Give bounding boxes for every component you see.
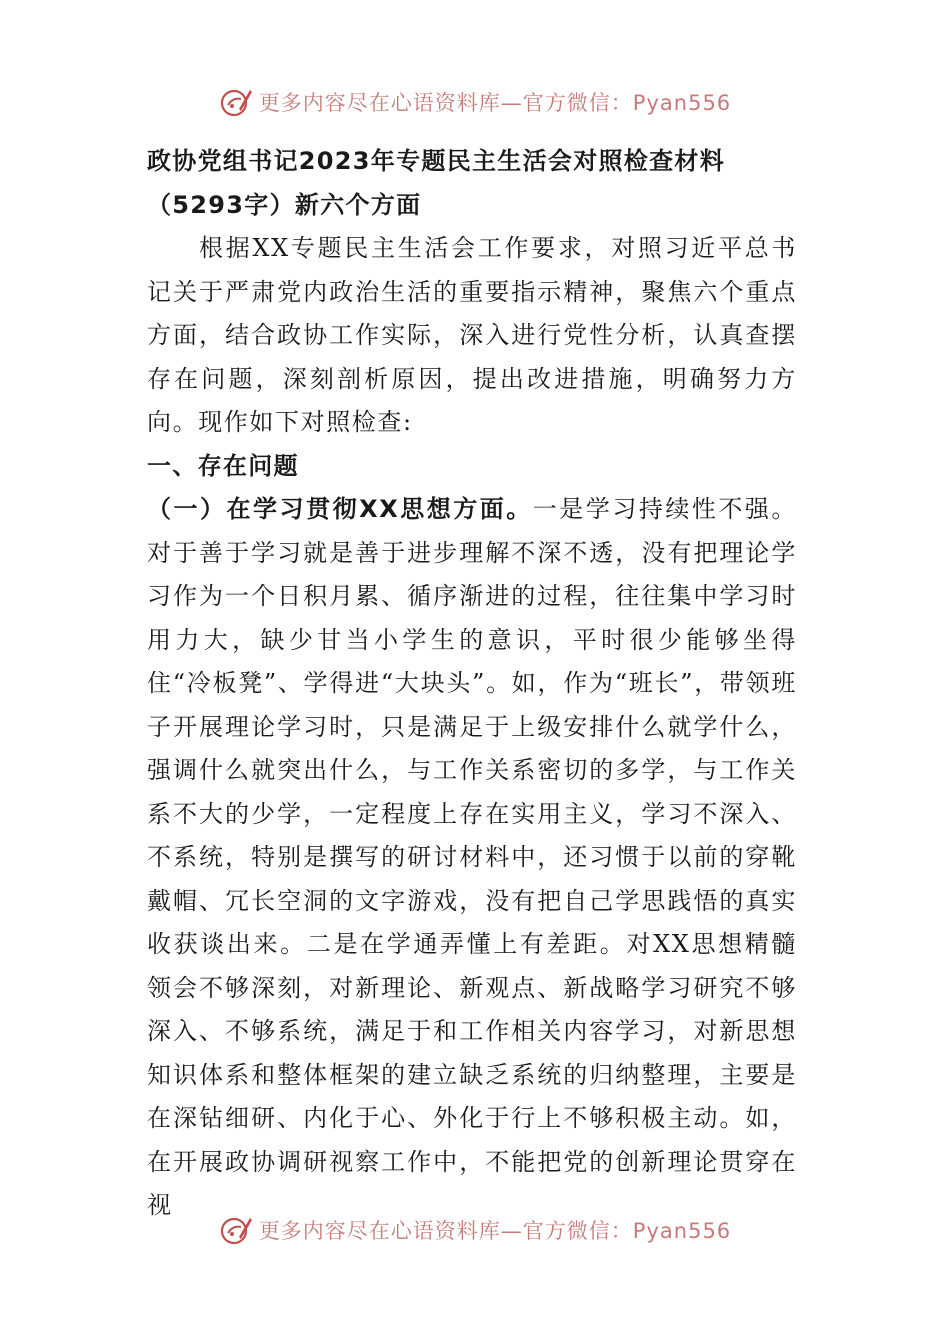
- section-heading: 一、存在问题: [147, 451, 299, 480]
- document-title: 政协党组书记2023年专题民主生活会对照检查材料（5293字）新六个方面: [147, 147, 725, 219]
- watermark-footer: [0, 1210, 950, 1250]
- watermark-text: 更多内容尽在心语资料库—官方微信：Pyan556: [258, 91, 732, 115]
- pen-logo-icon: [219, 85, 253, 119]
- watermark-text: 更多内容尽在心语资料库—官方微信：Pyan556: [258, 1219, 732, 1243]
- pen-logo-icon: [219, 1213, 253, 1247]
- item-lead: （一）在学习贯彻XX思想方面。: [147, 495, 533, 523]
- watermark-header: [0, 82, 950, 122]
- intro-paragraph: 根据XX专题民主生活会工作要求，对照习近平总书记关于严肃党内政治生活的重要指示精神，聚焦六个重点方面，结合政协工作实际，深入进行党性分析，认真查摆存在问题，深刻剖析原因，提出改进措施，明确努力方向。现作如下对照检查:: [147, 234, 797, 436]
- item-body: 一是学习持续性不强。对于善于学习就是善于进步理解不深不透，没有把理论学习作为一个日积月累、循序渐进的过程，往往集中学习时用力大，缺少甘当小学生的意识，平时很少能够坐得住“冷板凳”、学得进“大块头”。如，作为“班长”，带领班子开展理论学习时，只是满足于上级安排什么就学什么，强调什么就突出什么，与工作关系密切的多学，与工作关系不大的少学，一定程度上存在实用主义，学习不深入、不系统，特别是撰写的研讨材料中，还习惯于以前的穿靴戴帽、冗长空洞的文字游戏，没有把自己学思践悟的真实收获谈出来。二是在学通弄懂上有差距。对XX思想精髓领会不够深刻，对新理论、新观点、新战略学习研究不够深入、不够系统，满足于和工作相关内容学习，对新思想知识体系和整体框架的建立缺乏系统的归纳整理，主要是在深钻细研、内化于心、外化于行上不够积极主动。如，在开展政协调研视察工作中，不能把党的创新理论贯穿在视: [147, 495, 797, 1219]
- item-paragraph: [147, 488, 797, 1228]
- document-body: [147, 140, 797, 1228]
